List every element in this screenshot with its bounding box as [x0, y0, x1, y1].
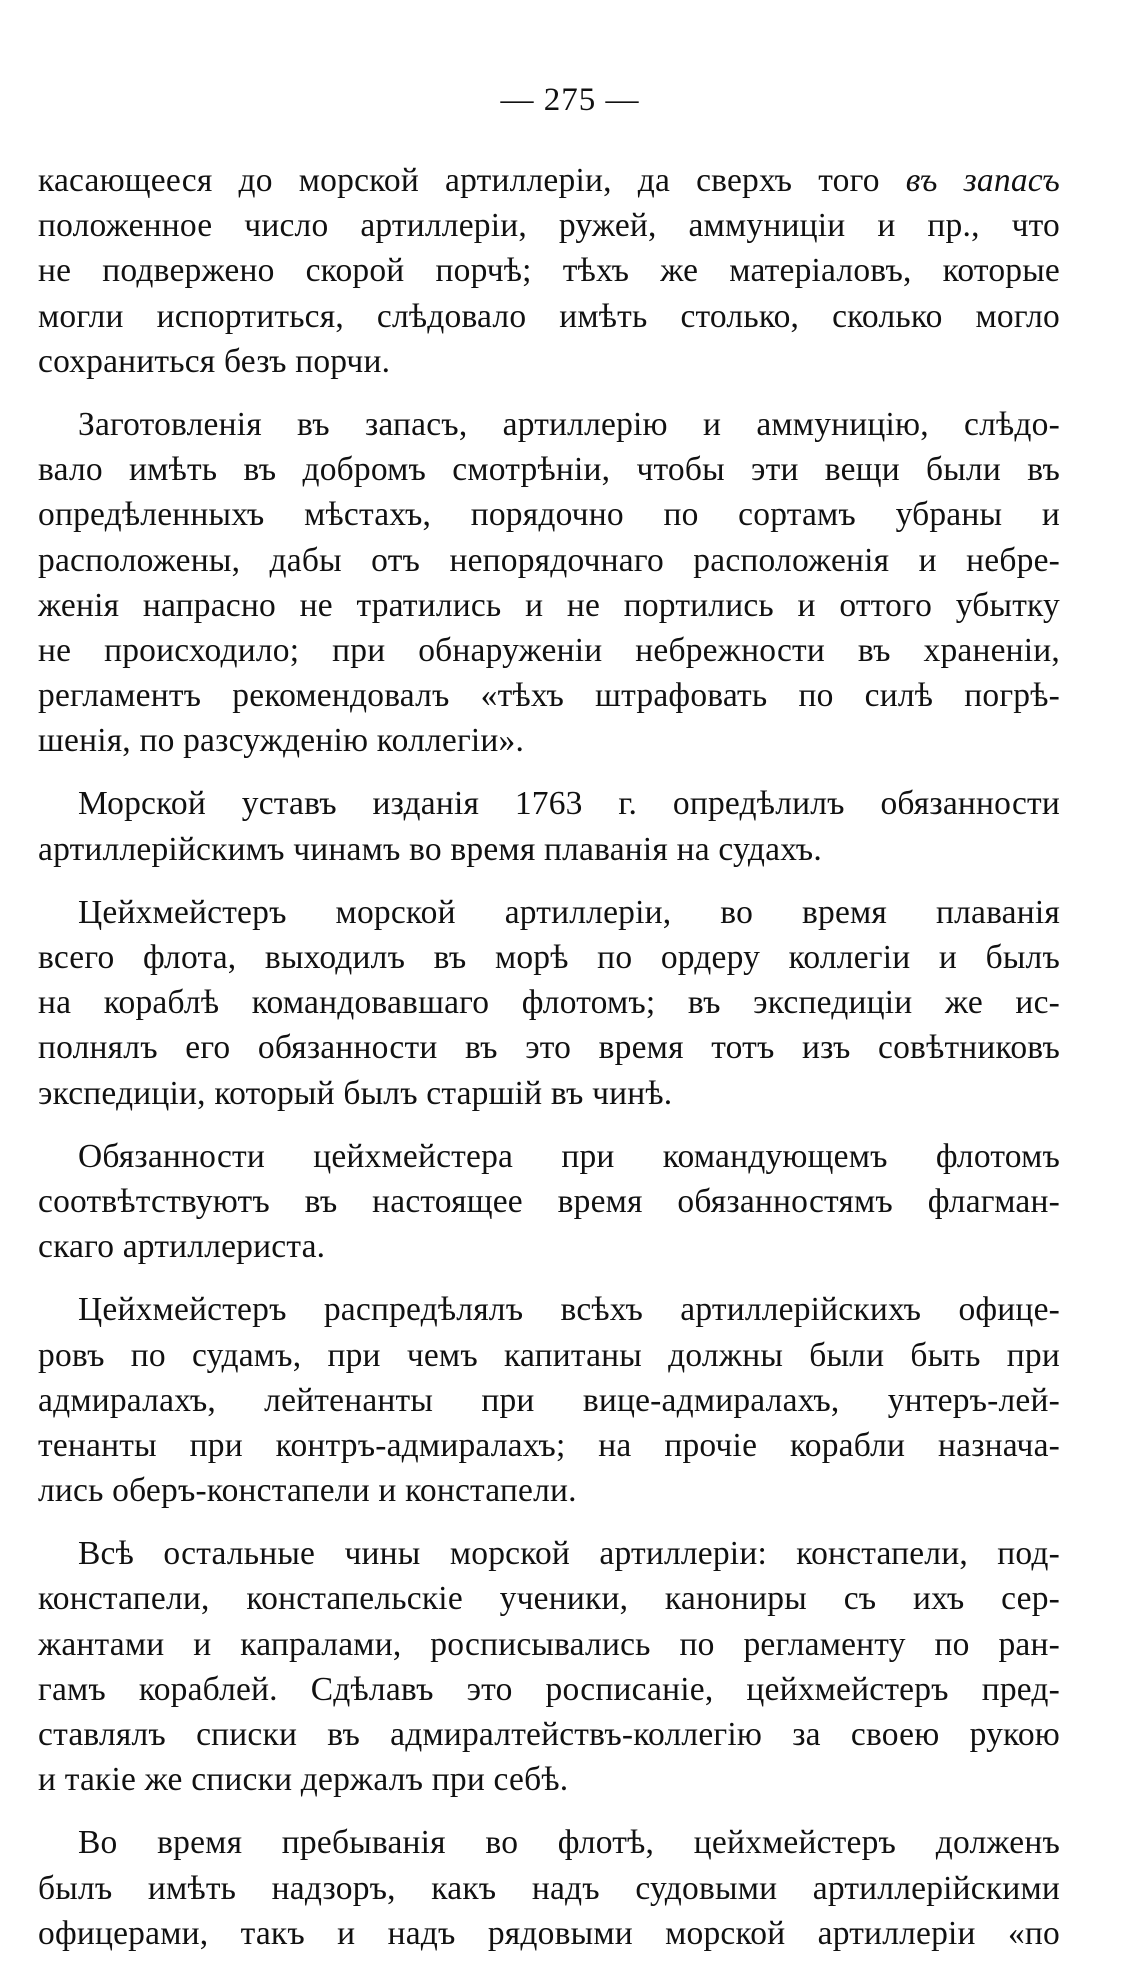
line-text: всего флота, выходилъ въ морѣ по ордеру коллегіи и былъ: [38, 939, 1060, 976]
text-line: [38, 583, 1060, 628]
text-line: [38, 492, 1060, 537]
paragraph-spacer: [38, 763, 1060, 781]
paragraph: [38, 158, 1060, 384]
line-text: тенанты при контръ-адмиралахъ; на прочіе корабли назнача-: [38, 1426, 1060, 1464]
text-line: [38, 447, 1060, 492]
line-text: Заготовленія въ запасъ, артиллерію и аммуницію, слѣдо-: [78, 405, 1060, 443]
text-line: [38, 1712, 1060, 1757]
line-text: касающееся до морской артиллеріи, да сверхъ того: [38, 162, 906, 199]
line-text: на кораблѣ командовавшаго флотомъ; въ экспедиціи же ис-: [38, 984, 1060, 1022]
line-text: вало имѣть въ добромъ смотрѣніи, чтобы эти вещи были въ: [38, 451, 1060, 489]
line-text: гамъ кораблей. Сдѣлавъ это росписаніе, цейхмейстеръ пред-: [38, 1670, 1060, 1708]
text-line: [38, 538, 1060, 583]
text-line: [38, 628, 1060, 673]
paragraph: [38, 402, 1060, 764]
line-text: скаго артиллериста.: [38, 1228, 326, 1266]
text-line: [38, 294, 1060, 339]
line-text: могли испортиться, слѣдовало имѣть столько, сколько могло: [38, 297, 1060, 335]
text-line: [38, 1866, 1060, 1911]
paragraph-spacer: [38, 872, 1060, 890]
line-text: лись оберъ-констапели и констапели.: [38, 1472, 577, 1510]
text-line: [38, 1333, 1060, 1378]
line-text: соотвѣтствуютъ въ настоящее время обязанностямъ флагман-: [38, 1182, 1060, 1220]
line-text: расположены, дабы отъ непорядочнаго расположенія и небре-: [38, 541, 1060, 579]
text-line: [38, 1287, 1060, 1332]
line-text: экспедиціи, который былъ старшій въ чинѣ.: [38, 1074, 673, 1112]
text-line: [38, 1820, 1060, 1865]
text-line: [38, 1468, 1060, 1513]
paragraph: [38, 1287, 1060, 1513]
line-text: адмиралахъ, лейтенанты при вице-адмиралахъ, унтеръ-лей-: [38, 1381, 1060, 1419]
text-line: [38, 781, 1060, 826]
text-line: [38, 1134, 1060, 1179]
paragraph-spacer: [38, 1269, 1060, 1287]
text-line: [38, 1025, 1060, 1070]
line-text: артиллерійскимъ чинамъ во время плаванія на судахъ.: [38, 830, 822, 868]
line-text: ставлялъ списки въ адмиралтействъ-коллегію за своею рукою: [38, 1716, 1060, 1753]
line-text: и такіе же списки держалъ при себѣ.: [38, 1761, 569, 1799]
line-text: констапели, констапельскіе ученики, канониры съ ихъ сер-: [38, 1580, 1060, 1618]
paragraph: [38, 781, 1060, 871]
line-text: шенія, по разсужденію коллегіи».: [38, 722, 525, 760]
paragraph-spacer: [38, 1513, 1060, 1531]
line-text: опредѣленныхъ мѣстахъ, порядочно по сортамъ убраны и: [38, 496, 1060, 534]
line-text: не происходило; при обнаруженіи небрежности въ храненіи,: [38, 631, 1060, 669]
text-line: [38, 1622, 1060, 1667]
text-line: [38, 1224, 1060, 1269]
text-line: [38, 1576, 1060, 1621]
body-text: [38, 158, 1060, 1956]
text-line: [38, 980, 1060, 1025]
paragraph: [38, 1820, 1060, 1956]
text-line: [38, 339, 1060, 384]
line-text: сохраниться безъ порчи.: [38, 342, 391, 380]
paragraph: [38, 1134, 1060, 1270]
line-text: женія напрасно не тратились и не портились и оттого убытку: [38, 586, 1060, 624]
paragraph: [38, 890, 1060, 1116]
line-text: Цейхмейстеръ морской артиллеріи, во время плаванія: [78, 893, 1060, 931]
italic-phrase: въ запасъ: [905, 162, 1060, 199]
text-line: [38, 1071, 1060, 1116]
line-text: Всѣ остальные чины морской артиллеріи: констапели, под-: [78, 1535, 1060, 1573]
text-line: [38, 1531, 1060, 1576]
text-line: [38, 827, 1060, 872]
line-text: регламентъ рекомендовалъ «тѣхъ штрафовать по силѣ погрѣ-: [38, 677, 1060, 715]
page-number: — 275 —: [500, 82, 640, 118]
text-line: [38, 1757, 1060, 1802]
paragraph-spacer: [38, 384, 1060, 402]
text-line: [38, 935, 1060, 980]
paragraph: [38, 1531, 1060, 1802]
text-line: [38, 1911, 1060, 1956]
line-text: Морской уставъ изданія 1763 г. опредѣлилъ обязанности: [78, 785, 1060, 823]
text-line: [38, 1667, 1060, 1712]
line-text: Во время пребыванія во флотѣ, цейхмейстеръ долженъ: [78, 1824, 1060, 1862]
text-line: [38, 203, 1060, 248]
line-text: былъ имѣть надзоръ, какъ надъ судовыми артиллерійскими: [38, 1869, 1060, 1907]
line-text: полнялъ его обязанности въ это время тотъ изъ совѣтниковъ: [38, 1029, 1060, 1067]
paragraph-spacer: [38, 1116, 1060, 1134]
text-line: [38, 673, 1060, 718]
line-text: Цейхмейстеръ распредѣлялъ всѣхъ артиллерійскихъ офице-: [78, 1291, 1060, 1329]
text-line: [38, 158, 1060, 203]
text-line: [38, 718, 1060, 763]
text-line: [38, 248, 1060, 293]
text-line: [38, 1378, 1060, 1423]
line-text: не подвержено скорой порчѣ; тѣхъ же матеріаловъ, которые: [38, 252, 1060, 290]
line-text: положенное число артиллеріи, ружей, аммуниціи и пр., что: [38, 207, 1060, 245]
line-text: Обязанности цейхмейстера при командующемъ флотомъ: [78, 1137, 1060, 1175]
line-text: офицерами, такъ и надъ рядовыми морской артиллеріи «по: [38, 1914, 1060, 1952]
line-text: ровъ по судамъ, при чемъ капитаны должны были быть при: [38, 1336, 1060, 1374]
line-text: жантами и капралами, росписывались по регламенту по ран-: [38, 1625, 1060, 1663]
text-line: [38, 1179, 1060, 1224]
text-line: [38, 890, 1060, 935]
text-line: [38, 1423, 1060, 1468]
text-line: [38, 402, 1060, 447]
paragraph-spacer: [38, 1802, 1060, 1820]
